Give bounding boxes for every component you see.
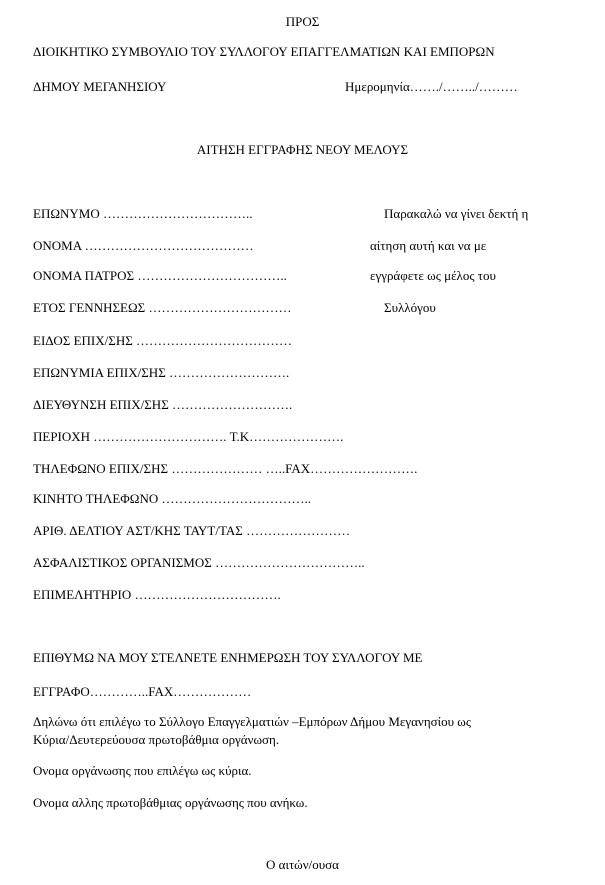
insurance-field: ΑΣΦΑΛΙΣΤΙΚΟΣ ΟΡΓΑΝΙΣΜΟΣ …………………………….. bbox=[33, 555, 365, 570]
id-card-field: ΑΡΙΘ. ΔΕΛΤΙΟΥ ΑΣΤ/ΚΗΣ ΤΑΥΤ/ΤΑΣ …………………… bbox=[33, 523, 351, 538]
name-field: ΟΝΟΜΑ ………………………………… bbox=[33, 238, 254, 253]
business-address-field: ΔΙΕΥΘΥΝΣΗ ΕΠΙΧ/ΣΗΣ ………………………. bbox=[33, 397, 293, 412]
declaration-line-1: Δηλώνω ότι επιλέγω το Σύλλογο Επαγγελματιών –Εμπόρων Δήμου Μεγανησίου ως bbox=[33, 714, 472, 729]
area-field: ΠΕΡΙΟΧΗ …………………………. Τ.Κ…………………. bbox=[33, 429, 344, 444]
municipality-line: ΔΗΜΟΥ ΜΕΓΑΝΗΣΙΟΥ bbox=[33, 79, 167, 94]
request-text-1: Παρακαλώ να γίνει δεκτή η bbox=[384, 206, 529, 221]
father-name-field: ΟΝΟΜΑ ΠΑΤΡΟΣ …………………………….. bbox=[33, 268, 287, 283]
chamber-field: ΕΠΙΜΕΛΗΤΗΡΙΟ ……………………………. bbox=[33, 587, 281, 602]
board-line: ΔΙΟΙΚΗΤΙΚΟ ΣΥΜΒΟΥΛΙΟ ΤΟΥ ΣΥΛΛΟΓΟΥ ΕΠΑΓΓΕΛΜΑΤΙΩΝ ΚΑΙ ΕΜΠΟΡΩΝ bbox=[33, 44, 495, 59]
declaration-line-2: Κύρια/Δευτερεύουσα πρωτοβάθμια οργάνωση. bbox=[33, 732, 280, 747]
newsletter-options: ΕΓΓΡΑΦΟ…………..FAX……………… bbox=[33, 684, 252, 699]
date-field: Ημερομηνία……./……../……… bbox=[345, 79, 518, 94]
surname-field: ΕΠΩΝΥΜΟ …………………………….. bbox=[33, 206, 253, 221]
newsletter-heading: ΕΠΙΘΥΜΩ ΝΑ ΜΟΥ ΣΤΕΛΝΕΤΕ ΕΝΗΜΕΡΩΣΗ ΤΟΥ ΣΥΛΛΟΓΟΥ ΜΕ bbox=[33, 650, 423, 665]
request-text-2: αίτηση αυτή και να με bbox=[370, 238, 487, 253]
mobile-field: ΚΙΝΗΤΟ ΤΗΛΕΦΩΝΟ …………………………….. bbox=[33, 491, 311, 506]
primary-org-line: Ονομα οργάνωσης που επιλέγω ως κύρια. bbox=[33, 763, 252, 778]
request-text-4: Συλλόγου bbox=[384, 300, 436, 315]
to-heading: ΠΡΟΣ bbox=[285, 14, 320, 29]
signature-label: Ο αιτών/ουσα bbox=[266, 857, 339, 872]
business-name-field: ΕΠΩΝΥΜΙΑ ΕΠΙΧ/ΣΗΣ ………………………. bbox=[33, 365, 290, 380]
business-phone-field: ΤΗΛΕΦΩΝΟ ΕΠΙΧ/ΣΗΣ ………………… …..FAX……………………. bbox=[33, 461, 418, 476]
form-title: ΑΙΤΗΣΗ ΕΓΓΡΑΦΗΣ ΝΕΟΥ ΜΕΛΟΥΣ bbox=[196, 142, 409, 157]
birth-year-field: ΕΤΟΣ ΓΕΝΝΗΣΕΩΣ …………………………… bbox=[33, 300, 292, 315]
business-type-field: ΕΙΔΟΣ ΕΠΙΧ/ΣΗΣ ……………………………… bbox=[33, 333, 293, 348]
other-org-line: Ονομα αλλης πρωτοβάθμιας οργάνωσης που ανήκω. bbox=[33, 795, 308, 810]
request-text-3: εγγράφετε ως μέλος του bbox=[370, 268, 496, 283]
